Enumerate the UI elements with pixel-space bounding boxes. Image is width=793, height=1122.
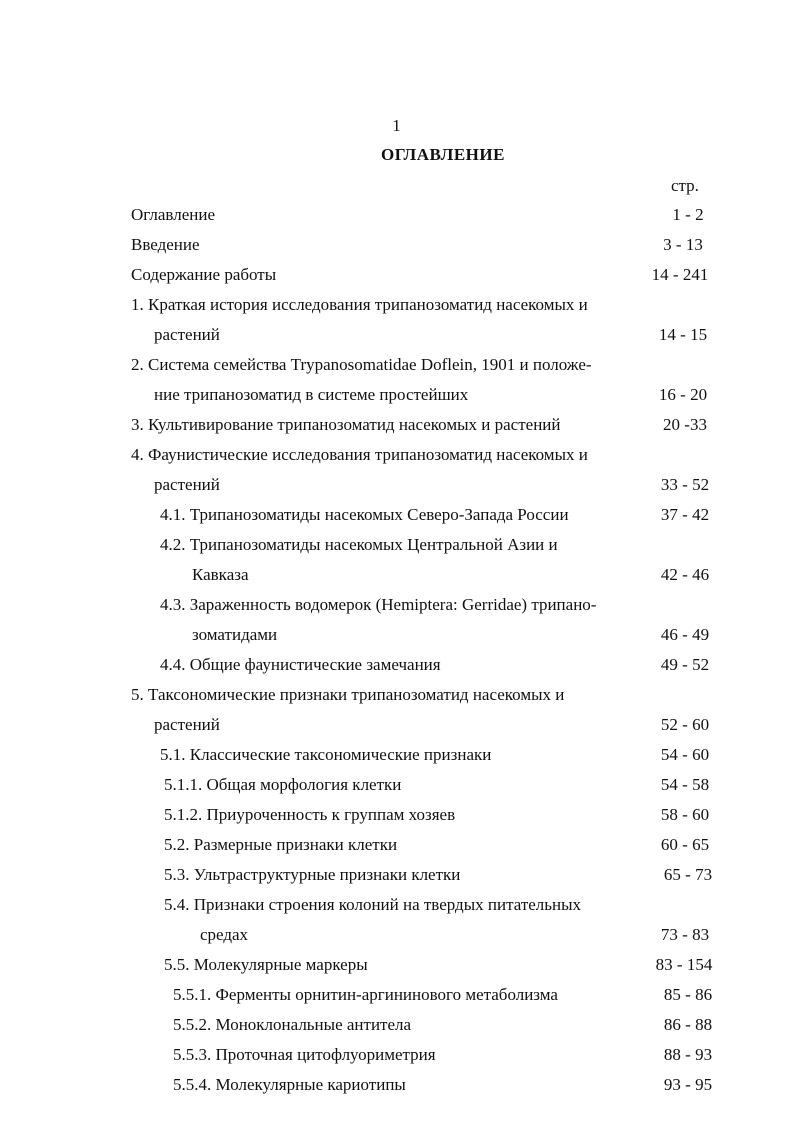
toc-entry-text: 5.4. Признаки строения колоний на твердых питательных [164, 895, 582, 914]
toc-entry-page: 46 - 49 [660, 625, 710, 644]
pages-column-header: стр. [671, 176, 699, 195]
toc-entry-text: 5.3. Ультраструктурные признаки клетки [164, 865, 461, 884]
toc-entry-text: 1. Краткая история исследования трипанозоматид насекомых и [131, 295, 588, 314]
toc-entry-page: 49 - 52 [660, 655, 710, 674]
toc-entry-page: 54 - 60 [660, 745, 710, 764]
toc-entry-text: 3. Культивирование трипанозоматид насекомых и растений [131, 415, 561, 434]
toc-entry-text: Оглавление [131, 205, 215, 224]
toc-entry-text: 5.5.4. Молекулярные кариотипы [173, 1075, 406, 1094]
toc-entry-page: 93 - 95 [663, 1075, 713, 1094]
toc-entry-text: 4.3. Зараженность водомерок (Hemiptera: Gerridae) трипано- [160, 595, 597, 614]
toc-entry-page: 52 - 60 [660, 715, 710, 734]
toc-entry-page: 83 - 154 [655, 955, 713, 974]
toc-entry-page: 88 - 93 [663, 1045, 713, 1064]
toc-entry-text: ние трипанозоматид в системе простейших [154, 385, 469, 404]
toc-entry-page: 1 - 2 [672, 205, 704, 224]
toc-entry-text: 5.2. Размерные признаки клетки [164, 835, 398, 854]
toc-entry-text: 4. Фаунистические исследования трипанозоматид насекомых и [131, 445, 588, 464]
toc-entry-page: 86 - 88 [663, 1015, 713, 1034]
toc-entry-text: Содержание работы [131, 265, 277, 284]
toc-entry-text: 5.1.1. Общая морфология клетки [164, 775, 402, 794]
toc-entry-text: 5. Таксономические признаки трипанозоматид насекомых и [131, 685, 565, 704]
toc-entry-text: Кавказа [192, 565, 249, 584]
toc-entry-text: зоматидами [192, 625, 278, 644]
toc-entry-page: 37 - 42 [660, 505, 710, 524]
toc-entry-page: 58 - 60 [660, 805, 710, 824]
toc-entry-text: 4.4. Общие фаунистические замечания [160, 655, 441, 674]
toc-entry-page: 42 - 46 [660, 565, 710, 584]
toc-entry-text: средах [200, 925, 249, 944]
toc-entry-page: 3 - 13 [663, 235, 703, 254]
toc-entry-text: 5.5.1. Ферменты орнитин-аргининового метаболизма [173, 985, 558, 1004]
toc-entry-page: 33 - 52 [660, 475, 710, 494]
toc-entry-text: растений [154, 325, 220, 344]
toc-entry-page: 65 - 73 [663, 865, 713, 884]
toc-entry-text: 5.5.2. Моноклональные антитела [173, 1015, 412, 1034]
toc-entry-text: 4.1. Трипанозоматиды насекомых Северо-Запада России [160, 505, 569, 524]
toc-entry-page: 14 - 15 [658, 325, 708, 344]
toc-entry-page: 54 - 58 [660, 775, 710, 794]
toc-entry-text: 2. Система семейства Trypanosomatidae Doflein, 1901 и положе- [131, 355, 592, 374]
toc-entry-text: 5.1. Классические таксономические признаки [160, 745, 492, 764]
toc-entry-text: Введение [131, 235, 200, 254]
toc-entry-page: 85 - 86 [663, 985, 713, 1004]
toc-entry-page: 60 - 65 [660, 835, 710, 854]
toc-entry-text: 4.2. Трипанозоматиды насекомых Центральной Азии и [160, 535, 558, 554]
toc-entry-text: 5.1.2. Приуроченность к группам хозяев [164, 805, 456, 824]
toc-entry-text: 5.5.3. Проточная цитофлуориметрия [173, 1045, 436, 1064]
toc-entry-page: 73 - 83 [660, 925, 710, 944]
toc-title: ОГЛАВЛЕНИЕ [381, 145, 505, 164]
toc-entry-text: растений [154, 715, 220, 734]
toc-entry-page: 20 -33 [663, 415, 707, 434]
toc-entry-text: 5.5. Молекулярные маркеры [164, 955, 368, 974]
page-number: 1 [392, 116, 401, 135]
toc-entry-page: 16 - 20 [658, 385, 708, 404]
toc-entry-text: растений [154, 475, 220, 494]
toc-entry-page: 14 - 241 [651, 265, 709, 284]
